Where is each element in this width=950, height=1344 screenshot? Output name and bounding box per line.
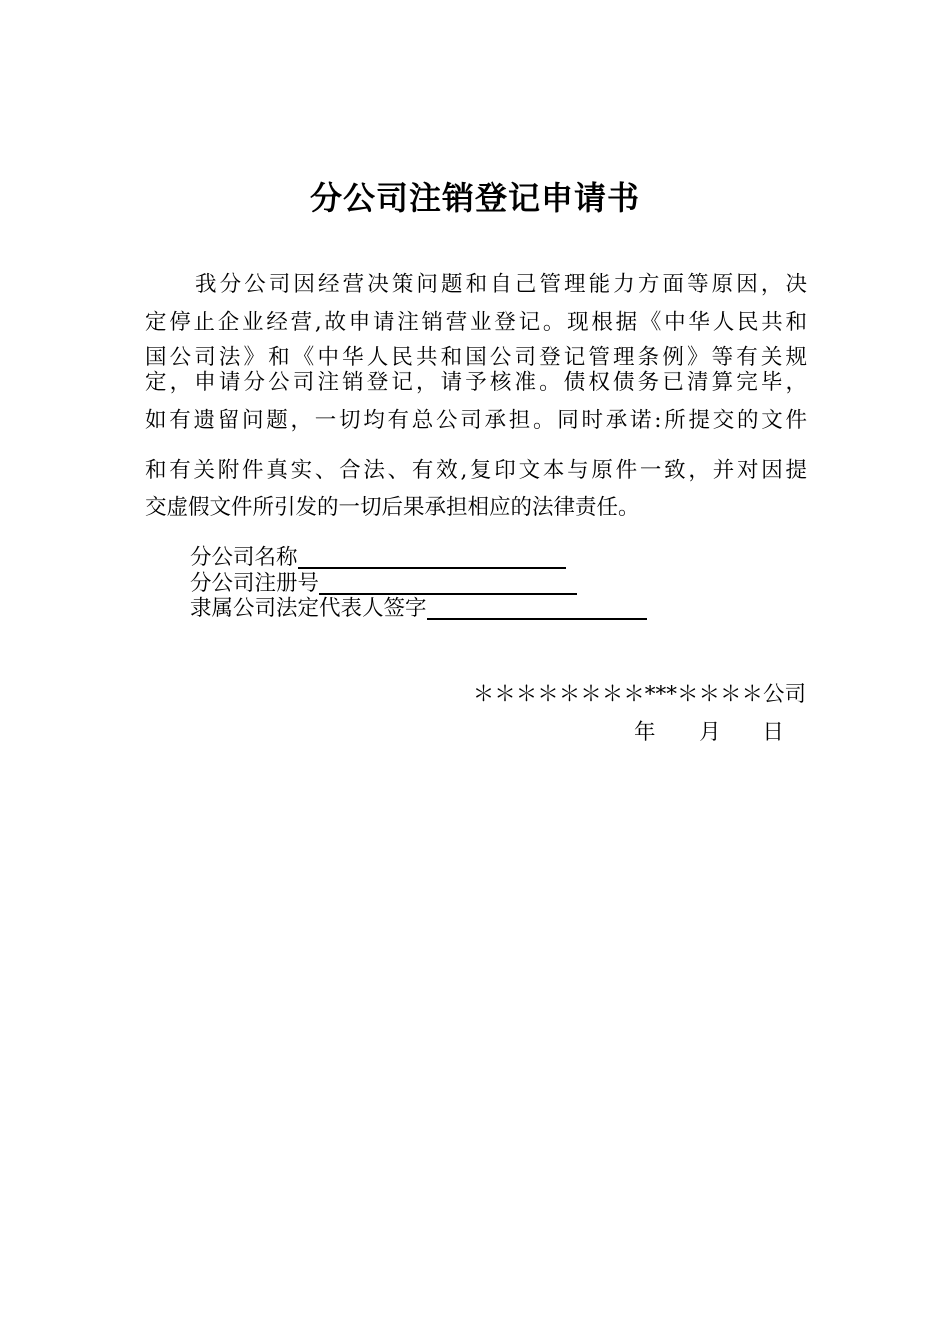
- date-year: 年: [634, 720, 656, 745]
- legal-rep-signature-label: 隶属公司法定代表人签字: [190, 596, 427, 621]
- body-line-5: 如有遗留问题，一切均有总公司承担。同时承诺:所提交的文件: [145, 408, 807, 433]
- body-line-7: 交虚假文件所引发的一切后果承担相应的法律责任。: [145, 495, 640, 520]
- body-line-3: 国公司法》和《中华人民共和国公司登记管理条例》等有关规: [145, 345, 807, 370]
- document-title: 分公司注销登记申请书: [309, 179, 640, 217]
- date-line: [634, 718, 784, 748]
- body-line-6: 和有关附件真实、合法、有效,复印文本与原件一致，并对因提: [145, 458, 807, 483]
- branch-name-field: [190, 545, 566, 571]
- branch-name-label: 分公司名称: [190, 545, 298, 570]
- legal-rep-signature-blank[interactable]: [427, 598, 647, 620]
- body-line-1: 我分公司因经营决策问题和自己管理能力方面等原因，决: [195, 272, 807, 297]
- body-line-2: 定停止企业经营,故申请注销营业登记。现根据《中华人民共和: [145, 310, 807, 335]
- body-line-4: 定，申请分公司注销登记，请予核准。债权债务已清算完毕，: [145, 370, 807, 395]
- registration-number-field: [190, 571, 577, 597]
- date-day: 日: [762, 720, 784, 745]
- branch-name-blank[interactable]: [298, 547, 566, 569]
- date-month: 月: [699, 720, 721, 745]
- legal-rep-signature-field: [190, 596, 647, 622]
- registration-number-blank[interactable]: [319, 573, 577, 595]
- company-name: ＊＊＊＊＊＊＊＊***＊＊＊＊公司: [472, 682, 806, 707]
- registration-number-label: 分公司注册号: [190, 571, 320, 596]
